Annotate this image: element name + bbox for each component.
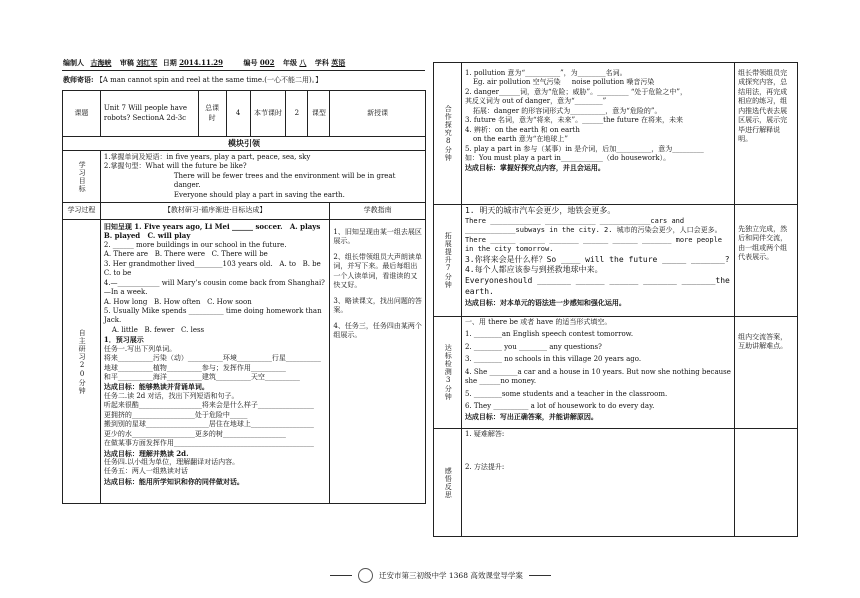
reviewer: 刘红军: [136, 58, 158, 67]
grade-label: 年级: [282, 58, 297, 67]
header-rule: [62, 70, 425, 71]
self-study-label: 自主研习20分钟: [63, 220, 101, 504]
topic-title: Unit 7 Will people have robots? SectionA 2d-3c: [100, 91, 198, 137]
type-value: 新授课: [330, 91, 426, 137]
subject-label: 学科: [314, 58, 329, 67]
self-study-guide: 1、旧知呈现由某一组去展区展示。 2、组长带领组员大声朗读单词，并写下来。最后每组出一个人读单词，看谁读的又快又好。 3、略读课文，找出问题的答案。 4、任务三，任务四由某两个组展示。: [330, 220, 426, 504]
process-mid: 【教材研习·循序渐进·目标达成】: [100, 203, 329, 220]
motto-text: 【A man cannot spin and reel at the same time.(一心不能二用)。】: [95, 76, 323, 84]
cooperation-guide: 组长带领组员完成探究内容，总结用法，再完成相应的练习，组内推选代表去展区展示，展示完毕进行解释说明。: [735, 63, 798, 205]
total-value: 4: [226, 91, 250, 137]
test-body: 一、用 there be 或者 have 的适当形式填空。 1. ________an English speech contest tomorrow. 2. ________ you ________ any questions? 3. ________ no schools in this village 20 years ago. 4. She ________a car and a house in 10 years. But now she nothing because she ______no money. 5. ________some students and a teacher in the classroom. 6. They __________ a lot of housework to do every day. 达成目标：写出正确答案，并能讲解原因。: [461, 317, 734, 429]
objectives-body: 1.掌握单词及短语：in five years, play a part, peace, sea, sky 2.掌握句型：What will the future be like? There will be fewer trees and the environment will be in great danger. Everyone should play a part in saving the earth.: [100, 151, 425, 203]
author: 古海峡: [90, 58, 112, 67]
footer-rule-right: [529, 575, 551, 576]
type-label: 课型: [308, 91, 330, 137]
footer-text: 迁安市第三初级中学 1368 高效课堂导学案: [379, 571, 523, 580]
motto-label: 教师寄语:: [63, 75, 94, 84]
num: 002: [259, 58, 275, 67]
topic-label: 课题: [63, 91, 101, 137]
extension-guide: 先独立完成，然后和同伴交流，由一组或两个组代表展示。: [735, 205, 798, 317]
cooperation-label: 合作探究8分钟: [434, 63, 462, 205]
footer: [330, 568, 551, 583]
modules-title: 模块引领: [63, 137, 426, 151]
left-table: [62, 90, 426, 504]
motto-line: [63, 75, 423, 85]
test-label: 达标检测3分钟: [434, 317, 462, 429]
current-label: 本节课时: [250, 91, 286, 137]
author-label: 编制人: [63, 58, 84, 67]
self-study-body: 旧知呈现 1. Five years ago, Li Mei ______ soccer. A. plays B. played C. will play 2. ______ more buildings in our school in the future. A. There are B. There were C. There will be 3. Her grandmother lived________103 years old. A. to B. be C. to be 4.—____________ will Mary’s cousin come back from Shanghai? —In a week. A. How long B. How often C. How soon 5. Usually Mike spends __________ time doing homework than Jack. A. little B. fewer C. less 1．预习展示 任务一.写出下列单词。 将来__________污染（动）__________环境__________行星__________ 地球__________植物__________参与；发挥作用__________ 和平__________海洋__________建筑__________天空__________ 达成目标：能够熟读并背诵单词。 任务二.读 2d 对话，找出下列短语和句子。 听起来很酷__________________将来会是什么样子________________ 更拥挤的__________________处于危险中_____ 搬到别的星球__________________居住在地球上__________________ 更少的水__________________更多的树__________________ 在做某事方面发挥作用________________________________________ 达成目标：理解并熟读 2d. 任务四.以小组为单位，理解翻译对话内容。 任务五：两人一组熟读对话 达成目标：能用所学知识和你的同伴做对话。: [100, 220, 329, 504]
extension-label: 拓展提升7分钟: [434, 205, 462, 317]
date: 2014.11.29: [179, 58, 224, 67]
total-label: 总课时: [198, 91, 226, 137]
header-line: [63, 58, 423, 67]
guide-header: 学教指南: [330, 203, 426, 220]
cooperation-body: 1. pollution 意为“__________”，为________名词。 Eg. air pollution 空气污染 noise pollution 噪音污染 2. danger______词，意为“危险；威胁”。_________ “处于危险之中”， 其反义词为 out of danger，意为“________” 拓展：danger 的形容词形式为__________，意为“危险的”。 3. future 名词，意为“将来，未来”。______the future 在将来，未来 4. 辨析：on the earth 和 on earth on the earth 意为“在地球上” 5. play a part in 参与（某事）in 是介词，后加__________，意为_________ 如：You must play a part in____________（do housework）。 达成目标：掌握好探究点内容，并且会运用。: [461, 63, 734, 205]
reflection-guide: [735, 429, 798, 537]
school-seal-icon: [358, 568, 373, 583]
extension-body: 1. 明天的城市汽车会更少，地铁会更多。 There ____________ ____________ ____________cars and ____________subways in the city. 2. 城市的污染会更少，人口会更多。 There ______ ______ _______ ______ ______ _______ more people in the city tomorrow. 3.你将来会是什么样？So ____ will the future _____ _______? 4.每个人都应该参与到拯救地球中来。 Everyoneshould _______ ______ ______ _______ _______the earth. 达成目标：对本单元的语法进一步感知和强化运用。: [461, 205, 734, 317]
objectives-label: 学习目标: [63, 151, 101, 203]
reviewer-label: 审稿: [119, 58, 134, 67]
date-label: 日期: [162, 58, 177, 67]
test-guide: 组内交流答案，互助讲解难点。: [735, 317, 798, 429]
num-label: 编号: [243, 58, 258, 67]
grade: 八: [299, 58, 307, 67]
reflection-label: 感悟反思: [434, 429, 462, 537]
right-table: [433, 62, 798, 537]
process-label: 学习过程: [63, 203, 101, 220]
footer-rule-left: [330, 575, 352, 576]
current-value: 2: [286, 91, 308, 137]
reflection-body: 1. 疑难解答: 2. 方法提升:: [461, 429, 734, 537]
subject: 英语: [331, 58, 346, 67]
